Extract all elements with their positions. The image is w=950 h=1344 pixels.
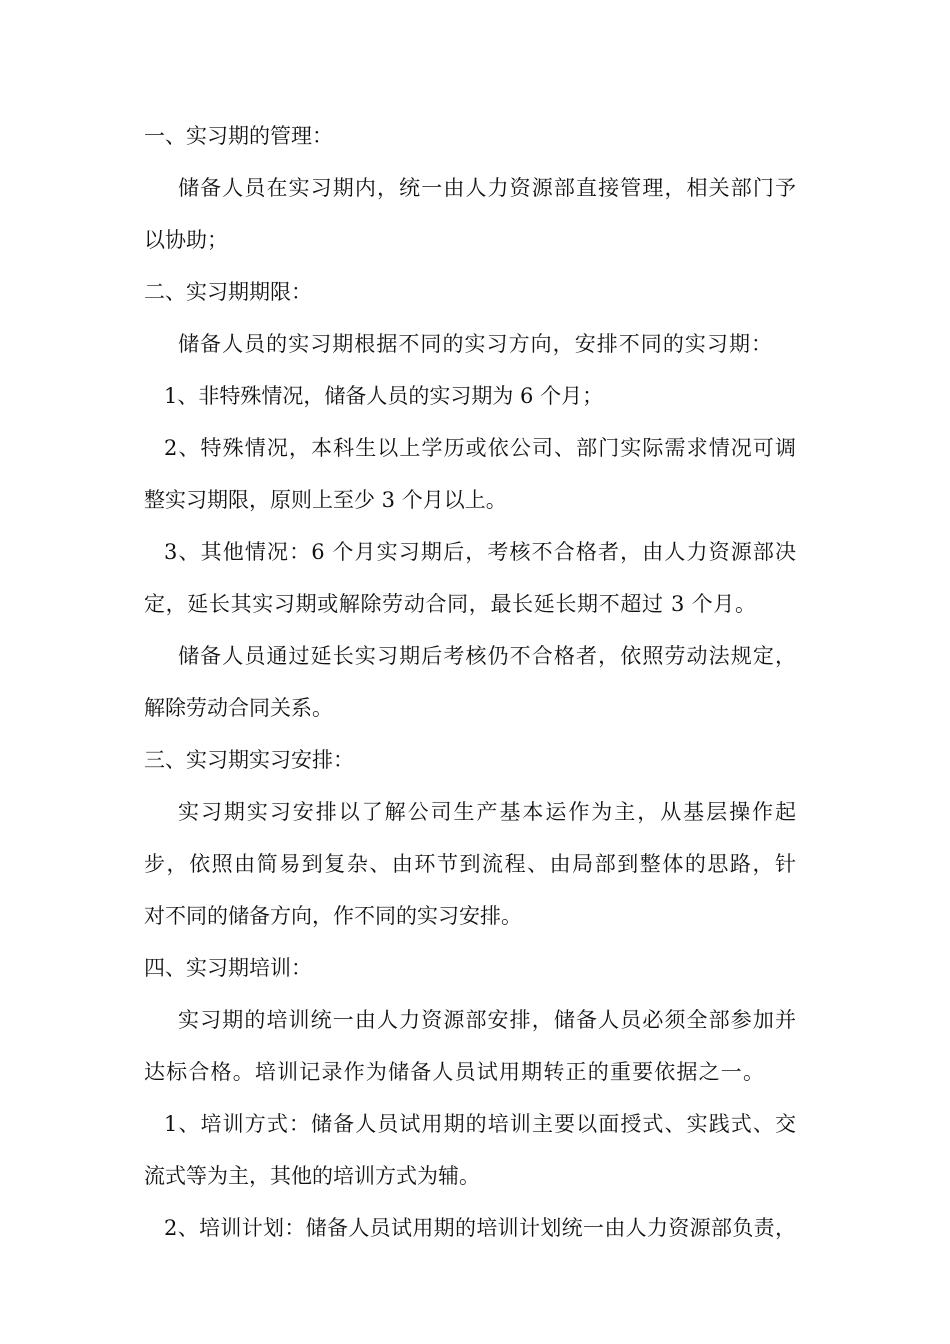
paragraph-line: 储备人员的实习期根据不同的实习方向，安排不同的实习期： [178,332,772,356]
paragraph-line: 储备人员在实习期内，统一由人力资源部直接管理，相关部门予 [178,176,796,200]
paragraph-line: 对不同的储备方向，作不同的实习安排。 [144,904,522,928]
list-item-line: 3、其他情况：6 个月实习期后，考核不合格者，由人力资源部决 [164,540,796,564]
list-item-line: 1、非特殊情况，储备人员的实习期为 6 个月； [164,384,604,408]
paragraph-line: 实习期的培训统一由人力资源部安排，储备人员必须全部参加并 [178,1008,796,1032]
paragraph-line: 以协助； [144,228,228,252]
list-item-line: 2、特殊情况，本科生以上学历或依公司、部门实际需求情况可调 [164,436,796,460]
section-heading-1: 一、实习期的管理： [144,124,333,148]
section-heading-3: 三、实习期实习安排： [144,748,354,772]
paragraph-line: 实习期实习安排以了解公司生产基本运作为主，从基层操作起 [178,800,796,824]
paragraph-line: 解除劳动合同关系。 [144,696,333,720]
section-heading-2: 二、实习期期限： [144,280,312,304]
section-heading-4: 四、实习期培训： [144,956,312,980]
list-item-line: 整实习期限，原则上至少 3 个月以上。 [144,488,507,512]
paragraph-line: 步，依照由简易到复杂、由环节到流程、由局部到整体的思路，针 [144,852,796,876]
paragraph-line: 达标合格。培训记录作为储备人员试用期转正的重要依据之一。 [144,1060,764,1084]
list-item-line: 定，延长其实习期或解除劳动合同，最长延长期不超过 3 个月。 [144,592,756,616]
list-item-line: 流式等为主，其他的培训方式为辅。 [144,1164,480,1188]
list-item-line: 1、培训方式：储备人员试用期的培训主要以面授式、实践式、交 [164,1112,796,1136]
list-item-line: 2、培训计划：储备人员试用期的培训计划统一由人力资源部负责， [164,1216,796,1240]
paragraph-line: 储备人员通过延长实习期后考核仍不合格者，依照劳动法规定， [178,644,796,668]
